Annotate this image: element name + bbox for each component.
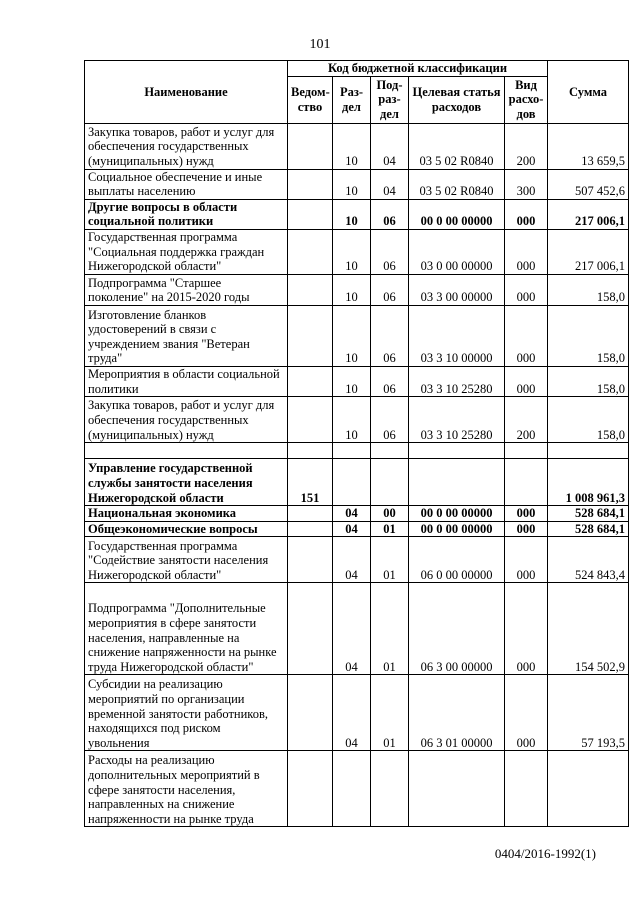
cell-name: Субсидии на реализацию мероприятий по организации временной занятости работников, находящихся под риском увольнения [85, 675, 288, 751]
cell-expense-type: 200 [505, 123, 548, 169]
cell-sum: 158,0 [548, 274, 629, 305]
header-expense-type: Вид расхо-дов [505, 76, 548, 123]
cell-podrazdel: 01 [371, 675, 409, 751]
cell-razdel: 10 [333, 397, 371, 443]
cell-name: Другие вопросы в области социальной политики [85, 199, 288, 229]
cell-podrazdel: 06 [371, 397, 409, 443]
cell-name: Государственная программа "Социальная поддержка граждан Нижегородской области" [85, 229, 288, 274]
cell-name: Мероприятия в области социальной политики [85, 366, 288, 396]
header-name: Наименование [85, 61, 288, 124]
cell-podrazdel: 04 [371, 169, 409, 199]
cell-vedomstvo: 151 [288, 459, 333, 506]
cell-sum: 154 502,9 [548, 583, 629, 675]
cell-podrazdel: 01 [371, 537, 409, 583]
cell-sum [548, 751, 629, 827]
cell-razdel: 10 [333, 229, 371, 274]
cell-name [85, 443, 288, 459]
cell-name: Изготовление бланков удостоверений в связи с учреждением звания "Ветеран труда" [85, 305, 288, 366]
cell-sum: 158,0 [548, 397, 629, 443]
header-podrazdel: Под-раз-дел [371, 76, 409, 123]
cell-sum [548, 443, 629, 459]
cell-expense-type [505, 459, 548, 506]
table-row [85, 123, 629, 169]
cell-name: Социальное обеспечение и иные выплаты населению [85, 169, 288, 199]
cell-podrazdel: 06 [371, 305, 409, 366]
cell-name: Закупка товаров, работ и услуг для обеспечения государственных (муниципальных) нужд [85, 123, 288, 169]
cell-sum: 528 684,1 [548, 521, 629, 537]
cell-podrazdel [371, 751, 409, 827]
table-row [85, 751, 629, 827]
cell-target-article: 06 3 00 00000 [409, 583, 505, 675]
table-row [85, 199, 629, 229]
cell-expense-type: 000 [505, 583, 548, 675]
header-sum: Сумма [548, 61, 629, 124]
table-row [85, 305, 629, 366]
cell-vedomstvo [288, 537, 333, 583]
cell-sum: 1 008 961,3 [548, 459, 629, 506]
table-row [85, 537, 629, 583]
cell-razdel [333, 751, 371, 827]
table-row [85, 366, 629, 396]
cell-name: Подпрограмма "Старшее поколение" на 2015-2020 годы [85, 274, 288, 305]
cell-sum: 524 843,4 [548, 537, 629, 583]
header-vedomstvo: Ведом-ство [288, 76, 333, 123]
cell-vedomstvo [288, 675, 333, 751]
cell-razdel: 10 [333, 123, 371, 169]
header-target-article: Целевая статья расходов [409, 76, 505, 123]
cell-razdel: 10 [333, 305, 371, 366]
cell-razdel: 04 [333, 537, 371, 583]
table-row [85, 506, 629, 522]
cell-target-article [409, 751, 505, 827]
cell-razdel: 04 [333, 506, 371, 522]
cell-expense-type [505, 443, 548, 459]
cell-target-article [409, 443, 505, 459]
cell-razdel: 10 [333, 274, 371, 305]
table-body [85, 123, 629, 827]
table-row [85, 274, 629, 305]
cell-podrazdel: 06 [371, 274, 409, 305]
table-row [85, 443, 629, 459]
cell-name: Управление государственной службы занятости населения Нижегородской области [85, 459, 288, 506]
cell-target-article: 00 0 00 00000 [409, 199, 505, 229]
cell-vedomstvo [288, 199, 333, 229]
header-razdel: Раз-дел [333, 76, 371, 123]
cell-podrazdel: 01 [371, 583, 409, 675]
cell-razdel [333, 459, 371, 506]
document-code: 0404/2016-1992(1) [494, 846, 596, 861]
cell-expense-type: 300 [505, 169, 548, 199]
table-row [85, 521, 629, 537]
cell-vedomstvo [288, 305, 333, 366]
table-row [85, 583, 629, 675]
cell-target-article: 03 5 02 R0840 [409, 123, 505, 169]
cell-razdel: 04 [333, 675, 371, 751]
cell-podrazdel: 06 [371, 366, 409, 396]
cell-podrazdel [371, 459, 409, 506]
cell-name: Закупка товаров, работ и услуг для обеспечения государственных (муниципальных) нужд [85, 397, 288, 443]
cell-name: Общеэкономические вопросы [85, 521, 288, 537]
cell-expense-type: 000 [505, 506, 548, 522]
cell-target-article: 00 0 00 00000 [409, 506, 505, 522]
table-row [85, 675, 629, 751]
cell-podrazdel: 04 [371, 123, 409, 169]
table-row [85, 229, 629, 274]
cell-podrazdel: 06 [371, 229, 409, 274]
cell-target-article [409, 459, 505, 506]
table-row [85, 397, 629, 443]
cell-vedomstvo [288, 506, 333, 522]
budget-table [84, 60, 629, 827]
cell-vedomstvo [288, 229, 333, 274]
cell-target-article: 03 3 10 00000 [409, 305, 505, 366]
cell-sum: 158,0 [548, 305, 629, 366]
cell-sum: 13 659,5 [548, 123, 629, 169]
cell-vedomstvo [288, 751, 333, 827]
cell-sum: 57 193,5 [548, 675, 629, 751]
cell-expense-type: 000 [505, 366, 548, 396]
cell-razdel: 10 [333, 199, 371, 229]
cell-podrazdel [371, 443, 409, 459]
cell-name: Расходы на реализацию дополнительных мероприятий в сфере занятости населения, направленных на снижение напряженности на рынке труда [85, 751, 288, 827]
table-row [85, 459, 629, 506]
cell-vedomstvo [288, 397, 333, 443]
cell-razdel [333, 443, 371, 459]
cell-target-article: 06 0 00 00000 [409, 537, 505, 583]
table-row [85, 169, 629, 199]
cell-sum: 158,0 [548, 366, 629, 396]
cell-vedomstvo [288, 583, 333, 675]
cell-sum: 217 006,1 [548, 199, 629, 229]
cell-expense-type: 000 [505, 199, 548, 229]
cell-sum: 217 006,1 [548, 229, 629, 274]
cell-name: Национальная экономика [85, 506, 288, 522]
cell-expense-type: 000 [505, 229, 548, 274]
cell-expense-type: 000 [505, 521, 548, 537]
cell-vedomstvo [288, 366, 333, 396]
cell-expense-type: 000 [505, 305, 548, 366]
cell-podrazdel: 06 [371, 199, 409, 229]
cell-target-article: 00 0 00 00000 [409, 521, 505, 537]
cell-target-article: 06 3 01 00000 [409, 675, 505, 751]
cell-expense-type [505, 751, 548, 827]
cell-expense-type: 000 [505, 274, 548, 305]
cell-expense-type: 000 [505, 537, 548, 583]
cell-target-article: 03 3 10 25280 [409, 397, 505, 443]
cell-name: Государственная программа "Содействие занятости населения Нижегородской области" [85, 537, 288, 583]
cell-razdel: 10 [333, 366, 371, 396]
cell-razdel: 04 [333, 521, 371, 537]
cell-expense-type: 200 [505, 397, 548, 443]
cell-podrazdel: 01 [371, 521, 409, 537]
cell-sum: 528 684,1 [548, 506, 629, 522]
cell-podrazdel: 00 [371, 506, 409, 522]
cell-vedomstvo [288, 274, 333, 305]
cell-target-article: 03 0 00 00000 [409, 229, 505, 274]
cell-vedomstvo [288, 123, 333, 169]
cell-razdel: 10 [333, 169, 371, 199]
cell-target-article: 03 3 00 00000 [409, 274, 505, 305]
cell-name: Подпрограмма "Дополнительные мероприятия в сфере занятости населения, направленные на снижение напряженности на рынке труда Нижегородской области" [85, 583, 288, 675]
page-number: 101 [309, 37, 331, 52]
cell-vedomstvo [288, 443, 333, 459]
cell-vedomstvo [288, 169, 333, 199]
header-classification-code: Код бюджетной классификации [288, 61, 548, 77]
cell-vedomstvo [288, 521, 333, 537]
cell-razdel: 04 [333, 583, 371, 675]
cell-sum: 507 452,6 [548, 169, 629, 199]
cell-target-article: 03 5 02 R0840 [409, 169, 505, 199]
cell-target-article: 03 3 10 25280 [409, 366, 505, 396]
cell-expense-type: 000 [505, 675, 548, 751]
